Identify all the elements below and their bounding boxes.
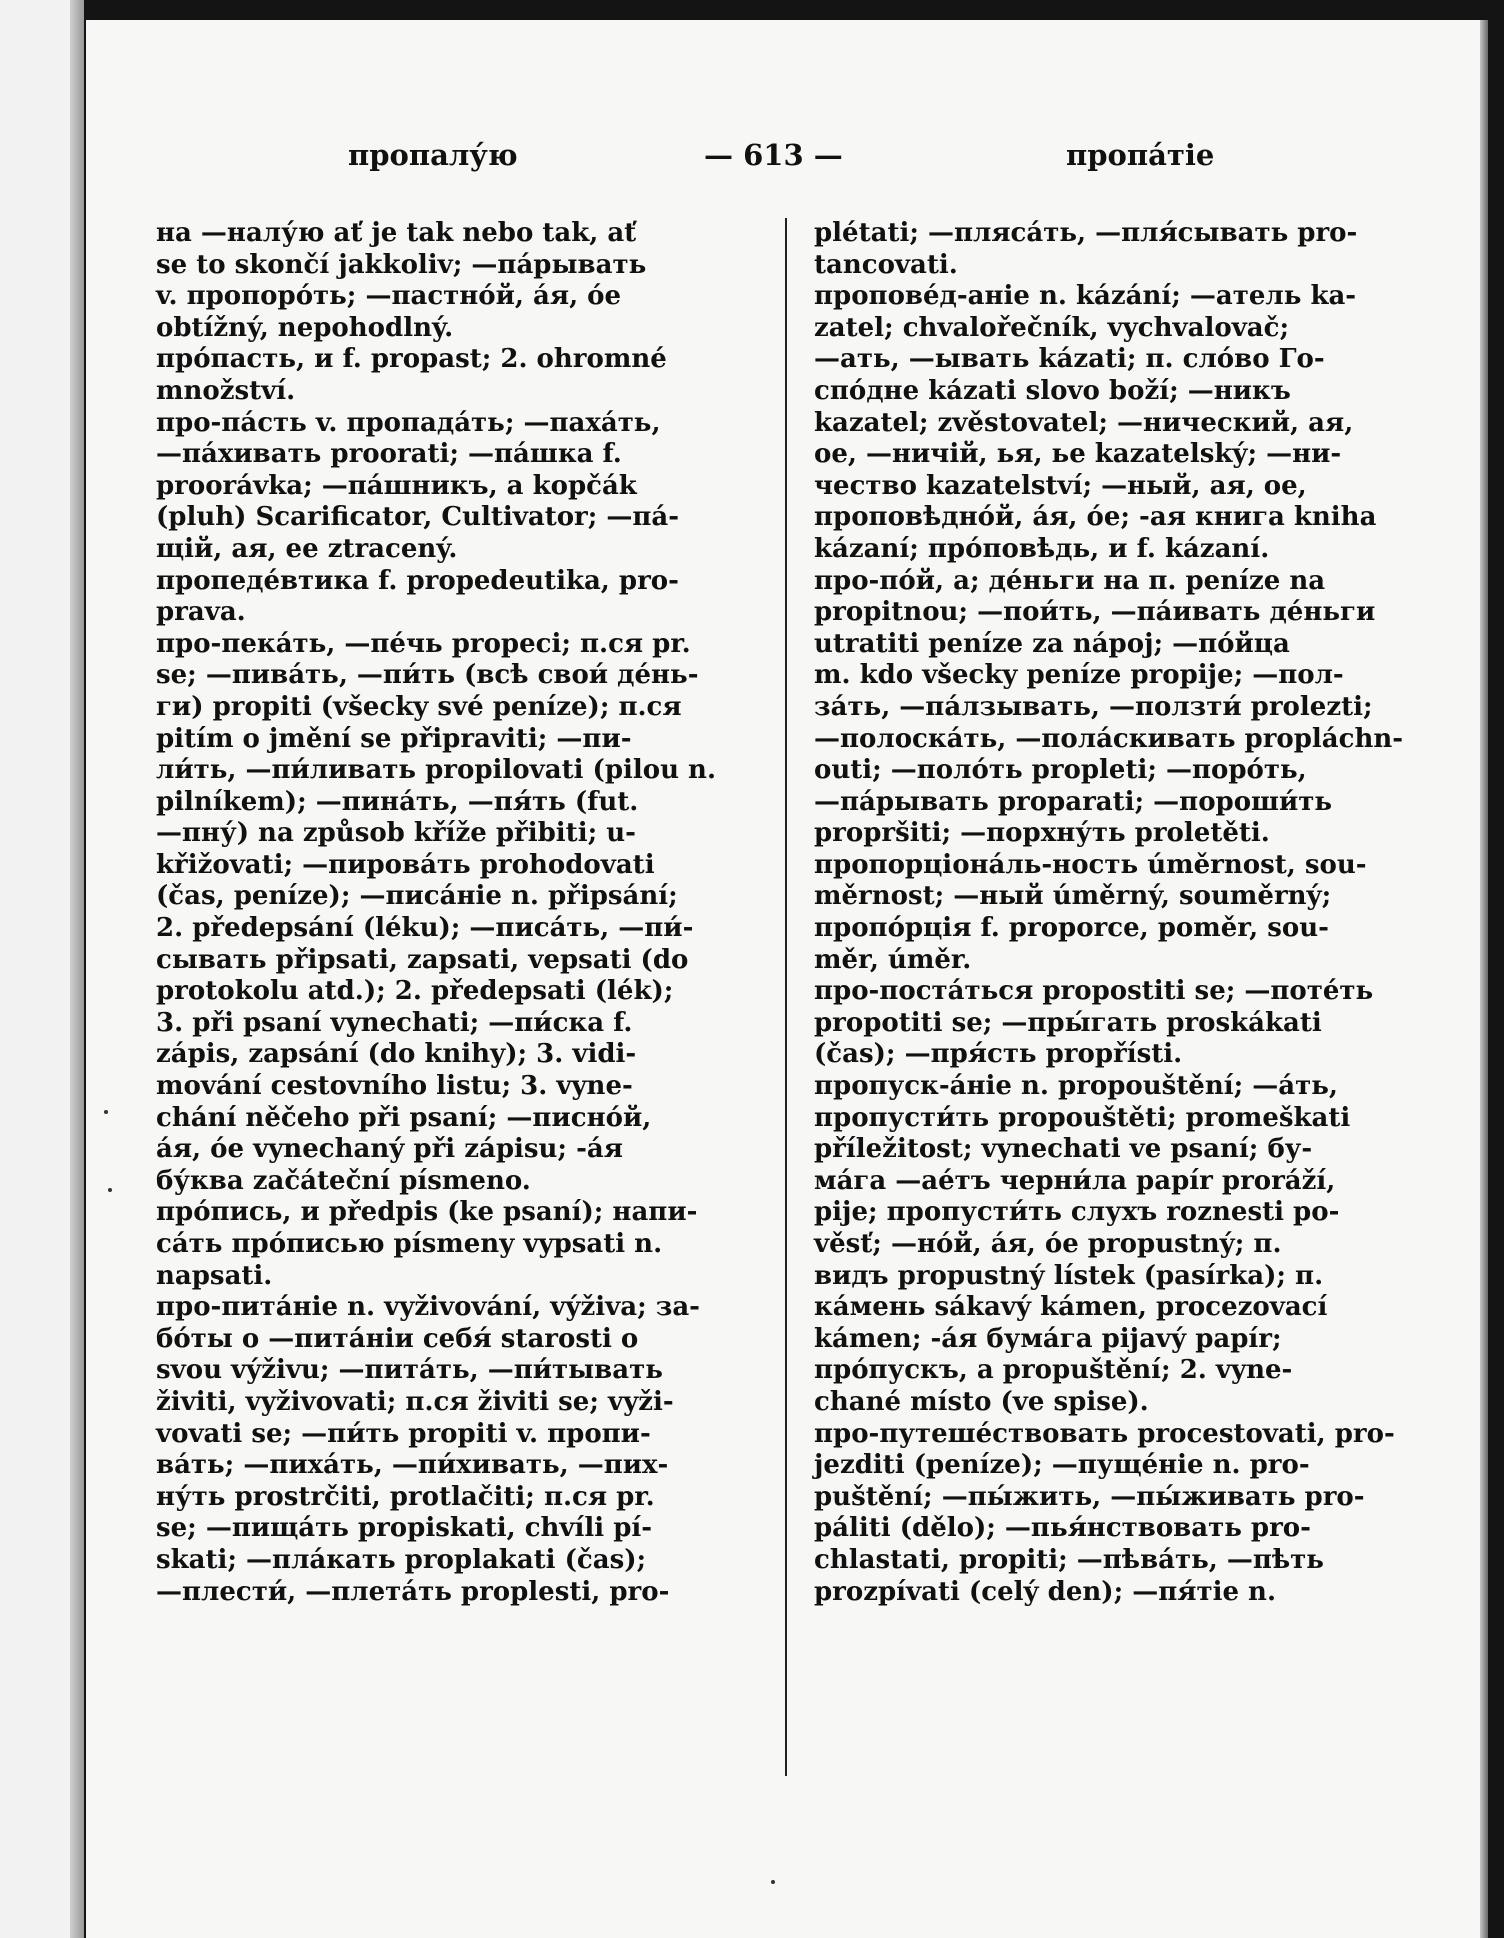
dictionary-line: ка́мень sákavý kámen, procezovací — [814, 1292, 1328, 1323]
left-column — [156, 218, 760, 1608]
dictionary-line: propotiti se; —пры́гать proskákati — [814, 1007, 1322, 1038]
dictionary-line: про́пускъ, a propuštění; 2. vyne- — [814, 1355, 1293, 1386]
dictionary-line: про́пись, и předpis (ke psaní); напи- — [156, 1197, 698, 1228]
dictionary-line: se to skončí jakkoliv; —па́рывать — [156, 249, 647, 280]
dictionary-line: пропове́д-анiе n. kázání; —атель ka- — [814, 281, 1357, 312]
page-number: — 613 — — [704, 138, 843, 172]
dictionary-line: бу́ква začáteční písmeno. — [156, 1165, 531, 1196]
dictionary-line: пропуск-а́нiе n. propouštění; —а́ть, — [814, 1071, 1338, 1102]
dictionary-line: про-пека́ть, —пе́чь propeci; п.ся pr. — [156, 628, 691, 659]
dictionary-line: propršiti; —порхну́ть proletěti. — [814, 818, 1270, 849]
dictionary-line: проповѣдно́й, а́я, о́е; -ая книга kniha — [814, 502, 1377, 533]
dictionary-line: chané místo (ve spise). — [814, 1386, 1149, 1417]
dictionary-page — [86, 20, 1480, 1938]
dictionary-line: про-путеше́ствовать procestovati, pro- — [814, 1418, 1395, 1449]
dictionary-line: —плести́, —плета́ть proplesti, pro- — [156, 1576, 670, 1607]
dictionary-line: (pluh) Scarificator, Cultivator; —па́- — [156, 502, 680, 533]
dictionary-line: про-поста́ться propostiti se; —поте́ть — [814, 976, 1374, 1007]
dictionary-line: бо́ты о —пита́нiи себя́ starosti o — [156, 1323, 639, 1354]
dictionary-line: prozpívati (celý den); —пя́тiе n. — [814, 1576, 1276, 1607]
header-first-headword: пропалу́ю — [348, 138, 518, 172]
dictionary-line: zápis, zapsání (do knihy); 3. vidi- — [156, 1039, 637, 1070]
dictionary-line: —пну́) na způsob kříže přibiti; u- — [156, 818, 636, 849]
dictionary-line: páliti (dělo); —пья́нствовать pro- — [814, 1513, 1311, 1544]
right-column — [814, 218, 1414, 1608]
dictionary-line: živiti, vyživovati; п.ся živiti se; vyži- — [156, 1386, 674, 1417]
dictionary-line: m. kdo všecky peníze propije; —пол- — [814, 660, 1344, 691]
dictionary-line: pilníkem); —пина́ть, —пя́ть (fut. — [156, 786, 639, 817]
dictionary-line: v. пропоро́ть; —пастно́й, а́я, о́е — [156, 281, 622, 312]
dictionary-line: чество kazatelství; —ный, ая, ое, — [814, 470, 1307, 501]
dictionary-line: se; —пища́ть propiskati, chvíli pí- — [156, 1513, 653, 1544]
dictionary-line: pitím o jmění se připraviti; —пи- — [156, 723, 632, 754]
page-header — [86, 138, 1480, 178]
dictionary-line: пропо́рцiя f. proporce, poměr, sou- — [814, 913, 1329, 944]
header-last-headword: пропа́тie — [1066, 138, 1215, 172]
dictionary-line: а́я, о́е vynechaný při zápisu; -а́я — [156, 1134, 623, 1165]
dictionary-line: outi; —поло́ть propleti; —поро́ть, — [814, 755, 1307, 786]
dictionary-line: спо́дне kázati slovo boží; —никъ — [814, 375, 1291, 406]
dictionary-line: про-по́й, a; де́ньги на п. peníze na — [814, 565, 1326, 596]
dictionary-line: zatel; chvalořečník, vychvalovač; — [814, 312, 1290, 343]
dictionary-line: měr, úměr. — [814, 944, 972, 975]
dictionary-line: prava. — [156, 597, 246, 628]
column-divider — [785, 218, 787, 1776]
dictionary-line: množství. — [156, 375, 296, 406]
dictionary-line: (čas); —пря́сть propřísti. — [814, 1039, 1183, 1070]
dictionary-line: ну́ть prostrčiti, protlačiti; п.ся pr. — [156, 1481, 655, 1512]
dictionary-line: сывать připsati, zapsati, vepsati (do — [156, 944, 689, 975]
print-speck — [771, 1880, 775, 1884]
dictionary-line: про́пасть, и f. propast; 2. ohromné — [156, 344, 667, 375]
print-speck — [108, 1188, 112, 1192]
dictionary-line: за́ть, —па́лзывать, —ползти́ prolezti; — [814, 691, 1373, 722]
dictionary-line: 2. předepsání (léku); —писа́ть, —пи́- — [156, 913, 694, 944]
dictionary-line: svou výživu; —пита́ть, —пи́тывать — [156, 1355, 663, 1386]
dictionary-line: ма́га —ае́тъ черни́ла papír proráží, — [814, 1165, 1336, 1196]
dictionary-line: chlastati, propiti; —пѣва́ть, —пѣть — [814, 1544, 1324, 1575]
dictionary-line: (čas, peníze); —писа́нiе n. připsání; — [156, 881, 678, 912]
dictionary-line: puštění; —пы́жить, —пы́живать pro- — [814, 1481, 1365, 1512]
dictionary-line: kámen; -а́я бума́га pijavý papír; — [814, 1323, 1282, 1354]
dictionary-line: —па́хивать proorati; —па́шка f. — [156, 439, 622, 470]
dictionary-line: příležitost; vynechati ve psaní; бу- — [814, 1134, 1313, 1165]
dictionary-line: obtížný, nepohodlný. — [156, 312, 454, 343]
dictionary-line: пропусти́ть propouštěti; promeškati — [814, 1102, 1351, 1133]
dictionary-line: mování cestovního listu; 3. vyne- — [156, 1071, 633, 1102]
dictionary-line: щiй, ая, ее ztracený. — [156, 533, 458, 564]
dictionary-line: věsť; —но́й, а́я, о́е propustný; п. — [814, 1229, 1282, 1259]
dictionary-line: chání něčeho při psaní; —писно́й, — [156, 1102, 652, 1133]
dictionary-line: ги) propiti (všecky své peníze); п.ся — [156, 691, 682, 722]
dictionary-line: tancovati. — [814, 249, 958, 280]
print-speck — [104, 1110, 108, 1114]
dictionary-line: pije; пропусти́ть слухъ roznesti po- — [814, 1197, 1340, 1228]
dictionary-line: про-пита́нiе n. vyživování, výživa; за- — [156, 1292, 700, 1323]
dictionary-line: plétati; —пляса́ть, —пля́сывать pro- — [814, 218, 1358, 248]
dictionary-line: ое, —ничiй, ья, ье kazatelský; —ни- — [814, 439, 1342, 470]
dictionary-line: са́ть про́писью písmeny vypsati n. — [156, 1229, 663, 1259]
dictionary-line: vovati se; —пи́ть propiti v. пропи- — [156, 1418, 651, 1449]
dictionary-line: měrnost; —ный úměrný, souměrný; — [814, 881, 1332, 912]
dictionary-line: utratiti peníze za nápoj; —по́йца — [814, 628, 1290, 659]
dictionary-line: пропеде́втика f. propedeutika, pro- — [156, 565, 679, 596]
dictionary-line: kázaní; про́повѣдь, и f. kázaní. — [814, 533, 1270, 564]
left-page-edge — [0, 0, 84, 1938]
dictionary-line: видъ propustný lístek (pasírka); п. — [814, 1260, 1324, 1291]
dictionary-line: kazatel; zvěstovatel; —нический, ая, — [814, 407, 1354, 438]
dictionary-line: křižovati; —пирова́ть prohodovati — [156, 849, 655, 880]
dictionary-line: —полоска́ть, —пола́скивать propláchn- — [814, 723, 1404, 754]
dictionary-line: —ать, —ывать kázati; п. сло́во Го- — [814, 344, 1325, 375]
dictionary-line: skati; —пла́кать proplakati (čas); — [156, 1544, 647, 1575]
dictionary-line: про-па́сть v. пропада́ть; —паха́ть, — [156, 407, 661, 438]
dictionary-line: se; —пива́ть, —пи́ть (всѣ свои́ де́нь- — [156, 660, 699, 691]
dictionary-line: —па́рывать proparati; —пороши́ть — [814, 786, 1333, 817]
dictionary-line: propitnou; —пои́ть, —па́ивать де́ньги — [814, 597, 1376, 628]
dictionary-line: пропорцiона́ль-ность úměrnost, sou- — [814, 849, 1367, 880]
dictionary-line: 3. při psaní vynechati; —пи́ска f. — [156, 1007, 633, 1038]
dictionary-line: на —налу́ю ať je tak nebo tak, ať — [156, 218, 637, 248]
dictionary-line: protokolu atd.); 2. předepsati (lék); — [156, 976, 674, 1007]
dictionary-line: proorávka; —па́шникъ, a kopčák — [156, 470, 637, 501]
dictionary-line: jezditi (peníze); —пуще́нiе n. pro- — [814, 1450, 1310, 1481]
dictionary-line: ли́ть, —пи́ливать propilovati (pilou n. — [156, 755, 717, 786]
dictionary-line: ва́ть; —пиха́ть, —пи́хивать, —пих- — [156, 1450, 669, 1481]
dictionary-line: napsati. — [156, 1260, 273, 1291]
